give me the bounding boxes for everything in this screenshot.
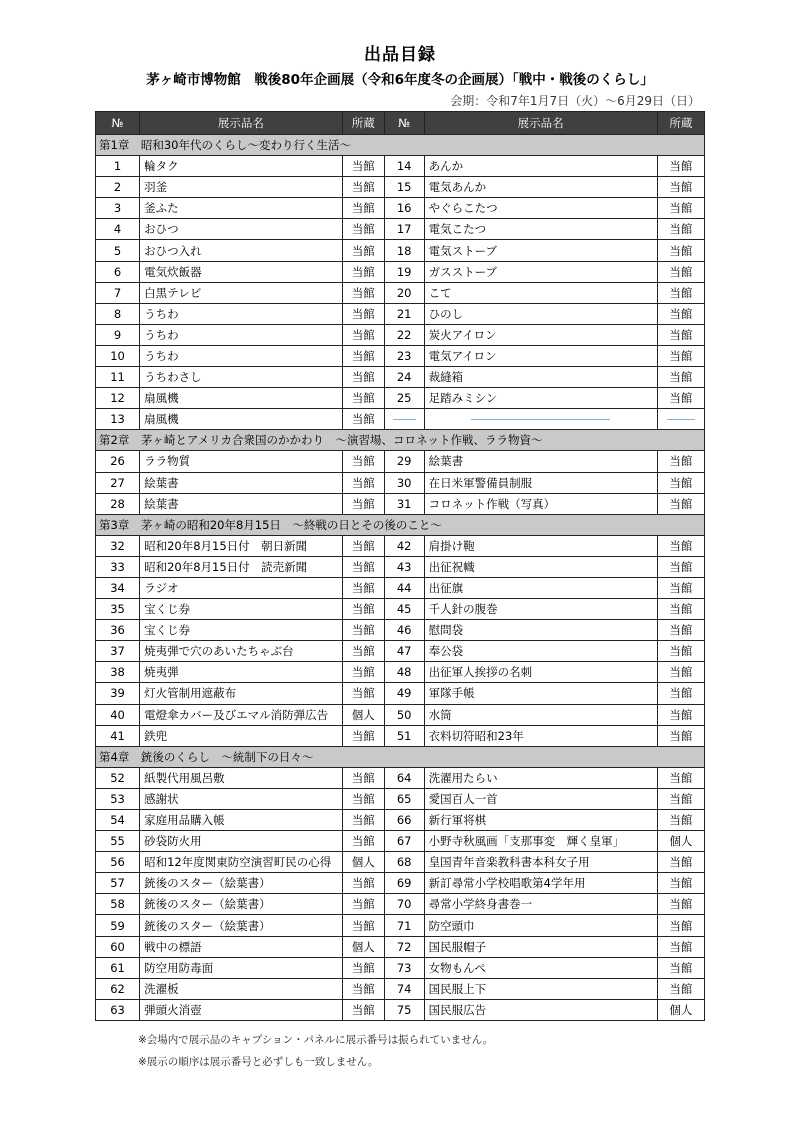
item-number: 8 bbox=[96, 303, 140, 324]
item-number: 43 bbox=[384, 556, 424, 577]
item-number: 66 bbox=[384, 810, 424, 831]
item-owner: 当館 bbox=[342, 957, 384, 978]
item-number: 75 bbox=[384, 999, 424, 1020]
empty-cell bbox=[384, 409, 424, 430]
table-row bbox=[96, 662, 705, 683]
table-row bbox=[96, 599, 705, 620]
item-number: 14 bbox=[384, 156, 424, 177]
item-owner: 当館 bbox=[342, 219, 384, 240]
item-number: 23 bbox=[384, 345, 424, 366]
table-row bbox=[96, 704, 705, 725]
chapter-row bbox=[96, 746, 705, 767]
item-owner: 当館 bbox=[657, 303, 704, 324]
item-owner: 当館 bbox=[342, 535, 384, 556]
item-number: 50 bbox=[384, 704, 424, 725]
item-number: 68 bbox=[384, 852, 424, 873]
item-owner: 当館 bbox=[342, 493, 384, 514]
item-name: 宝くじ券 bbox=[140, 620, 343, 641]
item-owner: 当館 bbox=[657, 704, 704, 725]
item-name: 家庭用品購入帳 bbox=[140, 810, 343, 831]
item-owner: 当館 bbox=[342, 303, 384, 324]
table-row bbox=[96, 810, 705, 831]
item-number: 42 bbox=[384, 535, 424, 556]
item-number: 55 bbox=[96, 831, 140, 852]
item-name: 水筒 bbox=[424, 704, 657, 725]
table-row bbox=[96, 641, 705, 662]
item-number: 22 bbox=[384, 324, 424, 345]
header-owner-right: 所蔵 bbox=[657, 112, 704, 135]
item-owner: 当館 bbox=[342, 451, 384, 472]
item-owner: 当館 bbox=[657, 662, 704, 683]
item-owner: 当館 bbox=[657, 957, 704, 978]
item-name: 電燈傘カバー及びエマル消防弾広告 bbox=[140, 704, 343, 725]
table-row bbox=[96, 788, 705, 809]
item-owner: 当館 bbox=[657, 641, 704, 662]
table-row bbox=[96, 303, 705, 324]
empty-cell-line bbox=[471, 419, 610, 420]
exhibit-catalog-table bbox=[95, 111, 705, 1021]
item-number: 6 bbox=[96, 261, 140, 282]
item-name: 白黒テレビ bbox=[140, 282, 343, 303]
empty-cell-line bbox=[667, 419, 695, 420]
item-owner: 当館 bbox=[657, 156, 704, 177]
item-owner: 個人 bbox=[657, 831, 704, 852]
table-row bbox=[96, 852, 705, 873]
page-title: 出品目録 bbox=[364, 45, 436, 65]
item-name: うちわさし bbox=[140, 367, 343, 388]
item-name: 小野寺秋風画「支那事変 輝く皇軍」 bbox=[424, 831, 657, 852]
item-owner: 当館 bbox=[342, 261, 384, 282]
item-name: 感謝状 bbox=[140, 788, 343, 809]
table-row bbox=[96, 388, 705, 409]
item-name: 出征祝幟 bbox=[424, 556, 657, 577]
item-name: 防空用防毒面 bbox=[140, 957, 343, 978]
item-name: 銃後のスター（絵葉書） bbox=[140, 873, 343, 894]
item-number: 47 bbox=[384, 641, 424, 662]
exhibition-period: 会期：令和7年1月7日（火）〜6月29日（日） bbox=[450, 94, 700, 108]
item-owner: 個人 bbox=[342, 936, 384, 957]
item-name: 砂袋防火用 bbox=[140, 831, 343, 852]
item-number: 5 bbox=[96, 240, 140, 261]
table-row bbox=[96, 198, 705, 219]
item-name: 焼夷弾で穴のあいたちゃぶ台 bbox=[140, 641, 343, 662]
item-owner: 当館 bbox=[342, 788, 384, 809]
item-number: 9 bbox=[96, 324, 140, 345]
item-number: 20 bbox=[384, 282, 424, 303]
item-name: 電気あんか bbox=[424, 177, 657, 198]
table-row bbox=[96, 409, 705, 430]
item-owner: 当館 bbox=[342, 177, 384, 198]
item-owner: 当館 bbox=[657, 219, 704, 240]
item-owner: 当館 bbox=[657, 493, 704, 514]
header-item-name-right: 展示品名 bbox=[424, 112, 657, 135]
item-number: 24 bbox=[384, 367, 424, 388]
item-owner: 当館 bbox=[342, 577, 384, 598]
item-owner: 当館 bbox=[342, 409, 384, 430]
item-name: うちわ bbox=[140, 324, 343, 345]
item-name: 焼夷弾 bbox=[140, 662, 343, 683]
header-number-left: № bbox=[96, 112, 140, 135]
item-name: 扇風機 bbox=[140, 388, 343, 409]
item-owner: 当館 bbox=[657, 852, 704, 873]
item-owner: 個人 bbox=[342, 704, 384, 725]
item-owner: 当館 bbox=[657, 324, 704, 345]
table-row bbox=[96, 261, 705, 282]
item-number: 46 bbox=[384, 620, 424, 641]
table-row bbox=[96, 156, 705, 177]
item-owner: 当館 bbox=[657, 894, 704, 915]
item-name: 輪タク bbox=[140, 156, 343, 177]
item-name: 国民服広告 bbox=[424, 999, 657, 1020]
item-name: 絵葉書 bbox=[140, 472, 343, 493]
item-name: 電気アイロン bbox=[424, 345, 657, 366]
item-name: 昭和20年8月15日付 朝日新聞 bbox=[140, 535, 343, 556]
item-owner: 当館 bbox=[342, 683, 384, 704]
chapter-row bbox=[96, 514, 705, 535]
header-item-name-left: 展示品名 bbox=[140, 112, 343, 135]
item-number: 44 bbox=[384, 577, 424, 598]
item-number: 3 bbox=[96, 198, 140, 219]
item-number: 38 bbox=[96, 662, 140, 683]
item-number: 60 bbox=[96, 936, 140, 957]
item-owner: 個人 bbox=[657, 999, 704, 1020]
item-number: 1 bbox=[96, 156, 140, 177]
item-owner: 当館 bbox=[342, 240, 384, 261]
item-name: 防空頭巾 bbox=[424, 915, 657, 936]
table-row bbox=[96, 556, 705, 577]
item-name: コロネット作戦（写真） bbox=[424, 493, 657, 514]
item-owner: 当館 bbox=[657, 810, 704, 831]
table-row bbox=[96, 345, 705, 366]
item-owner: 当館 bbox=[342, 156, 384, 177]
item-owner: 個人 bbox=[342, 852, 384, 873]
item-owner: 当館 bbox=[657, 599, 704, 620]
item-number: 72 bbox=[384, 936, 424, 957]
item-number: 30 bbox=[384, 472, 424, 493]
table-header-row bbox=[96, 112, 705, 135]
item-owner: 当館 bbox=[657, 936, 704, 957]
chapter-heading: 第2章 茅ヶ崎とアメリカ合衆国のかかわり 〜演習場、コロネット作戦、ララ物資〜 bbox=[96, 430, 705, 451]
item-name: ガスストーブ bbox=[424, 261, 657, 282]
table-row bbox=[96, 873, 705, 894]
item-owner: 当館 bbox=[657, 978, 704, 999]
item-name: うちわ bbox=[140, 303, 343, 324]
item-number: 73 bbox=[384, 957, 424, 978]
item-owner: 当館 bbox=[342, 198, 384, 219]
table-row bbox=[96, 683, 705, 704]
item-owner: 当館 bbox=[342, 345, 384, 366]
item-owner: 当館 bbox=[657, 345, 704, 366]
item-number: 64 bbox=[384, 767, 424, 788]
item-name: 鉄兜 bbox=[140, 725, 343, 746]
item-number: 17 bbox=[384, 219, 424, 240]
item-name: 在日米軍警備員制服 bbox=[424, 472, 657, 493]
item-name: ひのし bbox=[424, 303, 657, 324]
item-name: 千人針の腹巻 bbox=[424, 599, 657, 620]
item-owner: 当館 bbox=[342, 894, 384, 915]
item-number: 28 bbox=[96, 493, 140, 514]
item-owner: 当館 bbox=[342, 282, 384, 303]
item-number: 51 bbox=[384, 725, 424, 746]
item-number: 16 bbox=[384, 198, 424, 219]
chapter-heading: 第1章 昭和30年代のくらし〜変わり行く生活〜 bbox=[96, 135, 705, 156]
note-caption-numbers: ※会場内で展示品のキャプション・パネルに展示番号は振られていません。 bbox=[138, 1034, 494, 1046]
item-name: 紙製代用風呂敷 bbox=[140, 767, 343, 788]
item-name: 灯火管制用遮蔽布 bbox=[140, 683, 343, 704]
item-number: 63 bbox=[96, 999, 140, 1020]
item-number: 26 bbox=[96, 451, 140, 472]
empty-cell-line bbox=[393, 419, 416, 420]
item-owner: 当館 bbox=[342, 620, 384, 641]
item-name: 軍隊手帳 bbox=[424, 683, 657, 704]
item-number: 56 bbox=[96, 852, 140, 873]
item-name: うちわ bbox=[140, 345, 343, 366]
item-number: 54 bbox=[96, 810, 140, 831]
item-owner: 当館 bbox=[657, 873, 704, 894]
table-row bbox=[96, 725, 705, 746]
item-number: 45 bbox=[384, 599, 424, 620]
item-number: 33 bbox=[96, 556, 140, 577]
item-number: 10 bbox=[96, 345, 140, 366]
item-number: 52 bbox=[96, 767, 140, 788]
item-number: 57 bbox=[96, 873, 140, 894]
item-owner: 当館 bbox=[342, 472, 384, 493]
item-number: 13 bbox=[96, 409, 140, 430]
chapter-row bbox=[96, 135, 705, 156]
item-name: 国民服帽子 bbox=[424, 936, 657, 957]
table-row bbox=[96, 367, 705, 388]
item-name: 愛国百人一首 bbox=[424, 788, 657, 809]
table-row bbox=[96, 894, 705, 915]
item-owner: 当館 bbox=[657, 620, 704, 641]
item-name: 戦中の標語 bbox=[140, 936, 343, 957]
chapter-row bbox=[96, 430, 705, 451]
item-name: 昭和20年8月15日付 読売新聞 bbox=[140, 556, 343, 577]
item-number: 25 bbox=[384, 388, 424, 409]
item-name: 国民服上下 bbox=[424, 978, 657, 999]
item-name: ラジオ bbox=[140, 577, 343, 598]
item-number: 67 bbox=[384, 831, 424, 852]
item-owner: 当館 bbox=[657, 451, 704, 472]
table-row bbox=[96, 324, 705, 345]
item-number: 62 bbox=[96, 978, 140, 999]
item-name: ララ物質 bbox=[140, 451, 343, 472]
item-owner: 当館 bbox=[342, 810, 384, 831]
item-name: 炭火アイロン bbox=[424, 324, 657, 345]
header-owner-left: 所蔵 bbox=[342, 112, 384, 135]
item-name: こて bbox=[424, 282, 657, 303]
table-row bbox=[96, 451, 705, 472]
table-row bbox=[96, 831, 705, 852]
item-number: 41 bbox=[96, 725, 140, 746]
item-owner: 当館 bbox=[657, 683, 704, 704]
item-name: 電気こたつ bbox=[424, 219, 657, 240]
item-owner: 当館 bbox=[342, 915, 384, 936]
catalog-body bbox=[96, 135, 705, 1021]
item-owner: 当館 bbox=[657, 198, 704, 219]
item-number: 59 bbox=[96, 915, 140, 936]
item-number: 4 bbox=[96, 219, 140, 240]
chapter-heading: 第3章 茅ヶ崎の昭和20年8月15日 〜終戦の日とその後のこと〜 bbox=[96, 514, 705, 535]
item-number: 69 bbox=[384, 873, 424, 894]
item-owner: 当館 bbox=[657, 767, 704, 788]
item-number: 65 bbox=[384, 788, 424, 809]
item-owner: 当館 bbox=[342, 873, 384, 894]
item-owner: 当館 bbox=[657, 261, 704, 282]
item-number: 31 bbox=[384, 493, 424, 514]
item-number: 53 bbox=[96, 788, 140, 809]
item-number: 37 bbox=[96, 641, 140, 662]
item-name: 電気炊飯器 bbox=[140, 261, 343, 282]
item-number: 21 bbox=[384, 303, 424, 324]
table-row bbox=[96, 620, 705, 641]
item-number: 39 bbox=[96, 683, 140, 704]
item-number: 58 bbox=[96, 894, 140, 915]
item-name: 出征旗 bbox=[424, 577, 657, 598]
item-name: 尋常小学終身書巻一 bbox=[424, 894, 657, 915]
item-number: 18 bbox=[384, 240, 424, 261]
item-owner: 当館 bbox=[342, 324, 384, 345]
item-number: 70 bbox=[384, 894, 424, 915]
item-name: 洗濯板 bbox=[140, 978, 343, 999]
item-owner: 当館 bbox=[342, 767, 384, 788]
item-owner: 当館 bbox=[342, 978, 384, 999]
table-row bbox=[96, 219, 705, 240]
item-name: 扇風機 bbox=[140, 409, 343, 430]
item-name: おひつ入れ bbox=[140, 240, 343, 261]
table-row bbox=[96, 936, 705, 957]
item-owner: 当館 bbox=[342, 599, 384, 620]
item-number: 61 bbox=[96, 957, 140, 978]
table-row bbox=[96, 978, 705, 999]
item-owner: 当館 bbox=[342, 556, 384, 577]
item-number: 29 bbox=[384, 451, 424, 472]
item-name: 出征軍人挨拶の名刺 bbox=[424, 662, 657, 683]
item-number: 35 bbox=[96, 599, 140, 620]
item-name: 宝くじ券 bbox=[140, 599, 343, 620]
note-display-order: ※展示の順序は展示番号と必ずしも一致しません。 bbox=[138, 1056, 379, 1068]
item-name: 衣料切符昭和23年 bbox=[424, 725, 657, 746]
table-row bbox=[96, 177, 705, 198]
item-name: 銃後のスター（絵葉書） bbox=[140, 915, 343, 936]
item-name: 新行軍将棋 bbox=[424, 810, 657, 831]
item-name: 肩掛け鞄 bbox=[424, 535, 657, 556]
item-owner: 当館 bbox=[342, 388, 384, 409]
item-number: 48 bbox=[384, 662, 424, 683]
item-owner: 当館 bbox=[342, 367, 384, 388]
item-name: 慰問袋 bbox=[424, 620, 657, 641]
item-owner: 当館 bbox=[342, 831, 384, 852]
item-number: 12 bbox=[96, 388, 140, 409]
item-owner: 当館 bbox=[657, 535, 704, 556]
item-number: 74 bbox=[384, 978, 424, 999]
item-owner: 当館 bbox=[657, 556, 704, 577]
table-row bbox=[96, 282, 705, 303]
item-number: 19 bbox=[384, 261, 424, 282]
item-owner: 当館 bbox=[657, 577, 704, 598]
item-name: おひつ bbox=[140, 219, 343, 240]
table-row bbox=[96, 999, 705, 1020]
item-name: あんか bbox=[424, 156, 657, 177]
table-row bbox=[96, 767, 705, 788]
item-owner: 当館 bbox=[657, 915, 704, 936]
chapter-heading: 第4章 銃後のくらし 〜統制下の日々〜 bbox=[96, 746, 705, 767]
item-name: 銃後のスター（絵葉書） bbox=[140, 894, 343, 915]
header-number-right: № bbox=[384, 112, 424, 135]
item-number: 40 bbox=[96, 704, 140, 725]
item-owner: 当館 bbox=[342, 725, 384, 746]
item-owner: 当館 bbox=[657, 367, 704, 388]
item-number: 7 bbox=[96, 282, 140, 303]
item-name: 女物もんぺ bbox=[424, 957, 657, 978]
item-name: 昭和12年度関東防空演習町民の心得 bbox=[140, 852, 343, 873]
item-name: 釜ふた bbox=[140, 198, 343, 219]
item-number: 15 bbox=[384, 177, 424, 198]
item-name: 新訂尋常小学校唱歌第4学年用 bbox=[424, 873, 657, 894]
item-name: 皇国青年音楽教科書本科女子用 bbox=[424, 852, 657, 873]
item-name: やぐらこたつ bbox=[424, 198, 657, 219]
item-owner: 当館 bbox=[657, 282, 704, 303]
item-number: 36 bbox=[96, 620, 140, 641]
table-row bbox=[96, 957, 705, 978]
exhibition-subtitle: 茅ヶ崎市博物館 戦後80年企画展（令和6年度冬の企画展）「戦中・戦後のくらし」 bbox=[146, 72, 654, 88]
item-name: 絵葉書 bbox=[424, 451, 657, 472]
item-owner: 当館 bbox=[342, 662, 384, 683]
item-owner: 当館 bbox=[657, 177, 704, 198]
item-number: 32 bbox=[96, 535, 140, 556]
item-owner: 当館 bbox=[657, 388, 704, 409]
item-name: 洗濯用たらい bbox=[424, 767, 657, 788]
item-number: 11 bbox=[96, 367, 140, 388]
item-name: 絵葉書 bbox=[140, 493, 343, 514]
item-number: 27 bbox=[96, 472, 140, 493]
empty-cell bbox=[424, 409, 657, 430]
item-number: 71 bbox=[384, 915, 424, 936]
item-owner: 当館 bbox=[657, 240, 704, 261]
item-name: 電気ストーブ bbox=[424, 240, 657, 261]
item-owner: 当館 bbox=[657, 472, 704, 493]
table-row bbox=[96, 493, 705, 514]
empty-cell bbox=[657, 409, 704, 430]
table-row bbox=[96, 535, 705, 556]
table-row bbox=[96, 240, 705, 261]
item-owner: 当館 bbox=[657, 788, 704, 809]
item-name: 奉公袋 bbox=[424, 641, 657, 662]
item-number: 34 bbox=[96, 577, 140, 598]
item-name: 羽釜 bbox=[140, 177, 343, 198]
item-name: 弾頭火消壺 bbox=[140, 999, 343, 1020]
table-row bbox=[96, 472, 705, 493]
item-name: 足踏みミシン bbox=[424, 388, 657, 409]
item-owner: 当館 bbox=[342, 641, 384, 662]
item-number: 2 bbox=[96, 177, 140, 198]
table-row bbox=[96, 577, 705, 598]
table-row bbox=[96, 915, 705, 936]
item-name: 裁縫箱 bbox=[424, 367, 657, 388]
item-owner: 当館 bbox=[342, 999, 384, 1020]
item-owner: 当館 bbox=[657, 725, 704, 746]
item-number: 49 bbox=[384, 683, 424, 704]
